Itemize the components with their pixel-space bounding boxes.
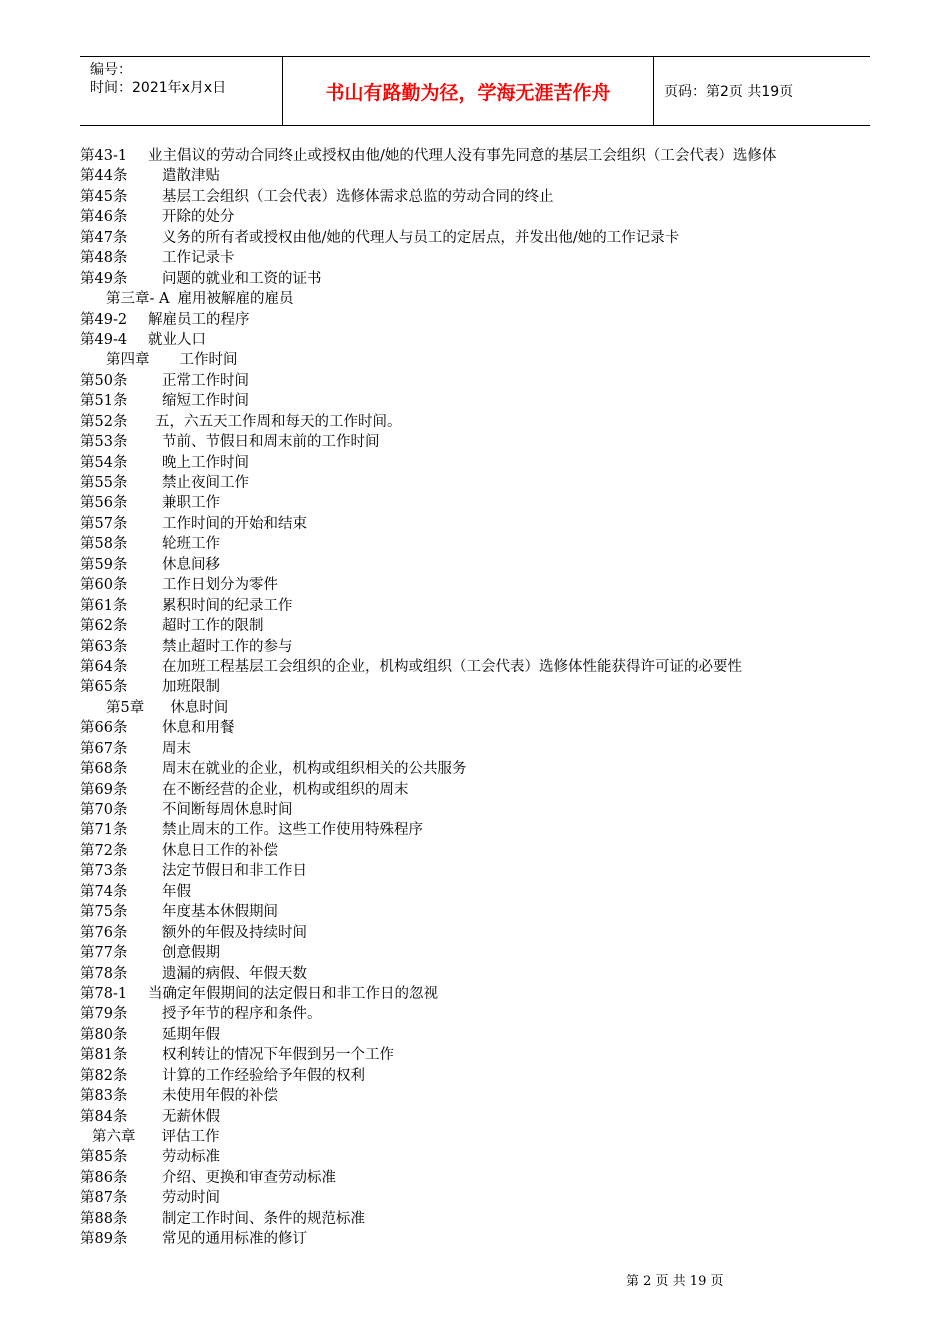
article-number: 第81条 — [80, 1047, 128, 1064]
toc-entry — [80, 310, 870, 330]
article-title: 额外的年假及持续时间 — [162, 924, 307, 941]
toc-entry — [80, 228, 870, 248]
article-title: 周末在就业的企业，机构或组织相关的公共服务 — [162, 761, 467, 778]
toc-entry — [80, 1025, 870, 1045]
article-number: 第75条 — [80, 904, 128, 921]
toc-entry — [80, 1209, 870, 1229]
article-title: 五，六五天工作周和每天的工作时间。 — [155, 413, 402, 430]
article-title: 创意假期 — [162, 945, 220, 962]
article-title: 年度基本休假期间 — [162, 904, 278, 921]
article-number: 第50条 — [80, 372, 128, 389]
toc-entry — [80, 432, 870, 452]
article-number: 第78条 — [80, 965, 128, 982]
article-title: 禁止超时工作的参与 — [162, 638, 293, 655]
page-footer: 第 2 页 共 19 页 — [626, 1274, 724, 1289]
toc-entry — [80, 555, 870, 575]
article-title: 晚上工作时间 — [162, 454, 249, 471]
document-date-label: 时间：2021年x月x日 — [90, 80, 227, 96]
article-title: 无薪休假 — [162, 1108, 220, 1125]
article-number: 第51条 — [80, 393, 128, 410]
toc-entry — [80, 1168, 870, 1188]
article-title: 权利转让的情况下年假到另一个工作 — [162, 1047, 394, 1064]
toc-entry — [80, 1107, 870, 1127]
article-number: 第64条 — [80, 658, 128, 675]
article-title: 当确定年假期间的法定假日和非工作日的忽视 — [148, 985, 438, 1002]
chapter-heading — [80, 1127, 870, 1147]
chapter-heading — [80, 350, 870, 370]
article-number: 第49-2 — [80, 311, 128, 328]
toc-entry — [80, 534, 870, 554]
document-header — [80, 56, 870, 126]
article-title: 节前、节假日和周末前的工作时间 — [162, 434, 380, 451]
toc-entry — [80, 330, 870, 350]
toc-entry — [80, 1188, 870, 1208]
article-title: 延期年假 — [162, 1026, 220, 1043]
article-number: 第53条 — [80, 434, 128, 451]
article-title: 遗漏的病假、年假天数 — [162, 965, 307, 982]
article-number: 第52条 — [80, 413, 128, 430]
article-number: 第65条 — [80, 679, 128, 696]
article-number: 第76条 — [80, 924, 128, 941]
table-of-contents — [80, 146, 870, 1250]
toc-entry — [80, 453, 870, 473]
article-number: 第43-1 — [80, 148, 128, 164]
article-title: 工作记录卡 — [162, 250, 235, 267]
article-number: 第77条 — [80, 945, 128, 962]
toc-entry — [80, 677, 870, 697]
article-number: 第88条 — [80, 1210, 128, 1227]
article-number: 第85条 — [80, 1149, 128, 1166]
toc-entry — [80, 166, 870, 186]
article-title: 周末 — [162, 740, 191, 757]
article-number: 第60条 — [80, 577, 128, 594]
header-motto: 书山有路勤为径，学海无涯苦作舟 — [282, 57, 654, 125]
article-number: 第66条 — [80, 720, 128, 737]
chapter-heading — [80, 698, 870, 718]
toc-entry — [80, 964, 870, 984]
article-number: 第79条 — [80, 1006, 128, 1023]
toc-entry — [80, 1004, 870, 1024]
article-title: 未使用年假的补偿 — [162, 1088, 278, 1105]
article-number: 第62条 — [80, 618, 128, 635]
article-number: 第55条 — [80, 475, 128, 492]
article-number: 第89条 — [80, 1231, 128, 1248]
article-number: 第84条 — [80, 1108, 128, 1125]
article-title: 年假 — [162, 883, 191, 900]
article-number: 第57条 — [80, 515, 128, 532]
toc-entry — [80, 1086, 870, 1106]
article-number: 第58条 — [80, 536, 128, 553]
article-number: 第83条 — [80, 1088, 128, 1105]
article-number: 第80条 — [80, 1026, 128, 1043]
article-title: 就业人口 — [148, 331, 206, 348]
toc-entry — [80, 984, 870, 1004]
article-number: 第47条 — [80, 229, 128, 246]
toc-entry — [80, 514, 870, 534]
chapter-number: 第六章 — [92, 1129, 136, 1146]
article-number: 第44条 — [80, 168, 128, 185]
article-title: 义务的所有者或授权由他/她的代理人与员工的定居点，并发出他/她的工作记录卡 — [162, 229, 680, 246]
article-title: 兼职工作 — [162, 495, 220, 512]
article-title: 超时工作的限制 — [162, 618, 264, 635]
article-number: 第72条 — [80, 842, 128, 859]
toc-entry — [80, 616, 870, 636]
article-number: 第49-4 — [80, 331, 128, 348]
article-title: 休息间移 — [162, 556, 220, 573]
article-title: 不间断每周休息时间 — [162, 802, 293, 819]
article-title: 授予年节的程序和条件。 — [162, 1006, 322, 1023]
toc-entry — [80, 923, 870, 943]
article-title: 工作时间的开始和结束 — [162, 515, 307, 532]
chapter-number: 第四章 — [106, 352, 150, 369]
article-title: 基层工会组织（工会代表）选修体需求总监的劳动合同的终止 — [162, 188, 554, 205]
article-title: 工作日划分为零件 — [162, 577, 278, 594]
toc-entry — [80, 575, 870, 595]
toc-entry — [80, 800, 870, 820]
article-number: 第59条 — [80, 556, 128, 573]
article-number: 第69条 — [80, 781, 128, 798]
toc-entry — [80, 207, 870, 227]
toc-entry — [80, 596, 870, 616]
toc-entry — [80, 882, 870, 902]
article-number: 第63条 — [80, 638, 128, 655]
article-number: 第48条 — [80, 250, 128, 267]
article-title: 开除的处分 — [162, 209, 235, 226]
chapter-heading — [80, 289, 870, 309]
chapter-title: 工作时间 — [179, 352, 238, 369]
article-title: 劳动时间 — [162, 1190, 220, 1207]
toc-entry — [80, 739, 870, 759]
chapter-title: 雇用被解雇的雇员 — [177, 291, 294, 308]
toc-entry — [80, 1147, 870, 1167]
document-number-label: 编号： — [90, 62, 132, 78]
toc-entry — [80, 146, 860, 166]
article-title: 计算的工作经验给予年假的权利 — [162, 1067, 365, 1084]
toc-entry — [80, 371, 870, 391]
toc-entry — [80, 1229, 870, 1249]
chapter-title: 休息时间 — [170, 699, 229, 716]
article-title: 劳动标准 — [162, 1149, 220, 1166]
toc-entry — [80, 473, 870, 493]
article-number: 第46条 — [80, 209, 128, 226]
article-title: 解雇员工的程序 — [148, 311, 250, 328]
article-number: 第86条 — [80, 1169, 128, 1186]
article-title: 制定工作时间、条件的规范标准 — [162, 1210, 365, 1227]
article-title: 业主倡议的劳动合同终止或授权由他/她的代理人没有事先同意的基层工会组织（工会代表）选修体 — [148, 148, 777, 164]
toc-entry — [80, 657, 870, 677]
article-number: 第54条 — [80, 454, 128, 471]
toc-entry — [80, 248, 870, 268]
article-title: 休息日工作的补偿 — [162, 842, 278, 859]
toc-entry — [80, 759, 870, 779]
article-number: 第82条 — [80, 1067, 128, 1084]
toc-entry — [80, 412, 870, 432]
article-title: 问题的就业和工资的证书 — [162, 270, 322, 287]
article-number: 第73条 — [80, 863, 128, 880]
toc-entry — [80, 820, 870, 840]
article-number: 第87条 — [80, 1190, 128, 1207]
header-page-info: 页码：第2页 共19页 — [664, 84, 794, 100]
article-number: 第56条 — [80, 495, 128, 512]
article-title: 常见的通用标准的修订 — [162, 1231, 307, 1248]
article-number: 第71条 — [80, 822, 128, 839]
article-title: 在加班工程基层工会组织的企业，机构或组织（工会代表）选修体性能获得许可证的必要性 — [162, 658, 742, 675]
toc-entry — [80, 637, 870, 657]
article-title: 正常工作时间 — [162, 372, 249, 389]
chapter-title: 评估工作 — [161, 1129, 220, 1146]
toc-entry — [80, 718, 870, 738]
article-title: 轮班工作 — [162, 536, 220, 553]
article-title: 遣散津贴 — [162, 168, 220, 185]
chapter-number: 第5章 — [106, 699, 145, 716]
toc-entry — [80, 780, 870, 800]
article-title: 在不断经营的企业，机构或组织的周末 — [162, 781, 409, 798]
header-info-cell — [80, 57, 282, 125]
article-title: 禁止周末的工作。这些工作使用特殊程序 — [162, 822, 423, 839]
article-title: 缩短工作时间 — [162, 393, 249, 410]
article-title: 介绍、更换和审查劳动标准 — [162, 1169, 336, 1186]
chapter-number: 第三章- A — [106, 291, 170, 308]
article-number: 第68条 — [80, 761, 128, 778]
article-number: 第45条 — [80, 188, 128, 205]
article-title: 法定节假日和非工作日 — [162, 863, 307, 880]
toc-entry — [80, 902, 870, 922]
article-title: 休息和用餐 — [162, 720, 235, 737]
article-number: 第78-1 — [80, 985, 128, 1002]
toc-entry — [80, 1066, 870, 1086]
article-title: 累积时间的纪录工作 — [162, 597, 293, 614]
toc-entry — [80, 391, 870, 411]
article-number: 第74条 — [80, 883, 128, 900]
toc-entry — [80, 861, 870, 881]
toc-entry — [80, 841, 870, 861]
article-title: 禁止夜间工作 — [162, 475, 249, 492]
article-number: 第67条 — [80, 740, 128, 757]
article-number: 第61条 — [80, 597, 128, 614]
toc-entry — [80, 269, 870, 289]
toc-entry — [80, 187, 870, 207]
article-number: 第70条 — [80, 802, 128, 819]
toc-entry — [80, 493, 870, 513]
article-number: 第49条 — [80, 270, 128, 287]
article-title: 加班限制 — [162, 679, 220, 696]
toc-entry — [80, 1045, 870, 1065]
toc-entry — [80, 943, 870, 963]
